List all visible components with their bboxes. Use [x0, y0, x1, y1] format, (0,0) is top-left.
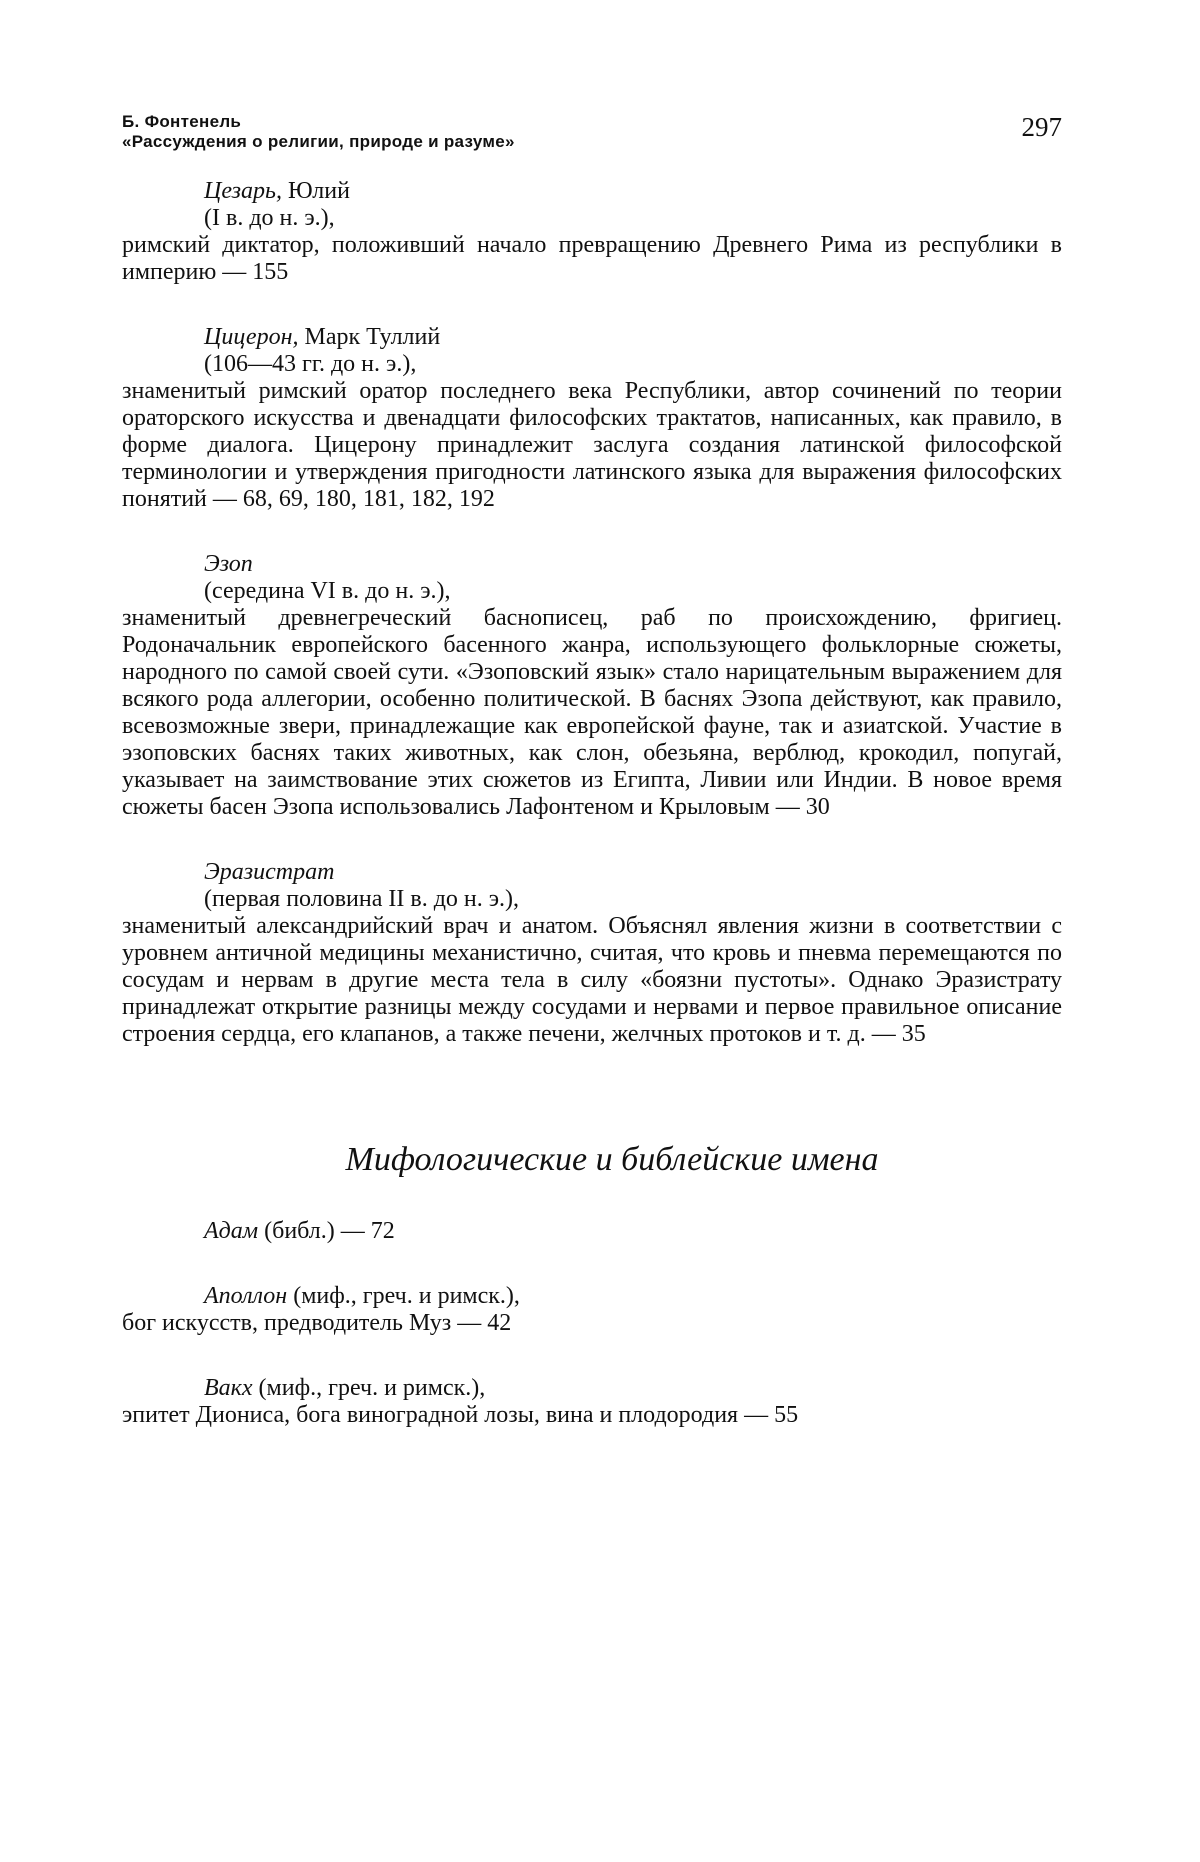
entry-name: Цезарь, — [204, 178, 282, 204]
myth-entry-description: бог искусств, предводитель Муз — 42 — [122, 1310, 512, 1336]
entry-description: знаменитый римский оратор последнего века Республики, автор сочинений по теории ораторского искусства и двенадцати философских трактатов, написанных, как правило, в форме диалога. Цицерону принадлежит заслуга создания латинской философской терминологии и утверждения пригодности латинского языка для выражения философских понятий — 68, 69, 180, 181, 182, 192 — [122, 378, 1062, 512]
section-title: Мифологические и библейские имена — [345, 1141, 879, 1178]
index-entry-cicero — [122, 324, 1062, 513]
myth-entry-name-line — [122, 1283, 1062, 1310]
running-head — [122, 112, 1062, 164]
myth-entry-apollo — [122, 1283, 1062, 1337]
entry-description: римский диктатор, положивший начало превращению Древнего Рима из республики в империю — 155 — [122, 232, 1062, 285]
entry-description: знаменитый древнегреческий баснописец, раб по происхождению, фригиец. Родоначальник европейского басенного жанра, использующего фольклорные сюжеты, народного по самой своей сути. «Эзоповский язык» стало нарицательным выражением для всякого рода аллегории, особенно политической. В баснях Эзопа действуют, как правило, всевозможные звери, принадлежащие как европейской фауне, так и азиатской. Участие в эзоповских баснях таких животных, как слон, обезьяна, верблюд, крокодил, попугай, указывает на заимствование этих сюжетов из Египта, Ливии или Индии. В новое время сюжеты басен Эзопа использовались Лафонтеном и Крыловым — 30 — [122, 605, 1062, 820]
entry-dates: (106—43 гг. до н. э.), — [204, 351, 417, 377]
myth-entry-bacchus — [122, 1375, 1062, 1429]
entry-dates: (I в. до н. э.), — [204, 205, 335, 231]
entry-name: Цицерон, — [204, 324, 299, 350]
entry-name: Эразистрат — [204, 859, 335, 885]
index-entry-caesar — [122, 178, 1062, 286]
myth-entry-adam — [122, 1218, 1062, 1245]
entry-description: знаменитый александрийский врач и анатом. Объяснял явления жизни в соответствии с уровнем античной медицины механистично, считая, что кровь и пневма перемещаются по сосудам и нервам в другие места тела в силу «боязни пустоты». Однако Эразистрату принадлежат открытие разницы между сосудами и нервами и первое правильное описание строения сердца, его клапанов, а также печени, желчных протоков и т. д. — 35 — [122, 913, 1062, 1047]
myth-entry-note: (миф., греч. и римск.), — [258, 1375, 486, 1401]
entry-name: Эзоп — [204, 551, 253, 577]
myth-entry-name: Аполлон — [204, 1283, 288, 1309]
myth-entry-name-line — [122, 1218, 1062, 1245]
entry-name-rest: Юлий — [287, 178, 350, 204]
myth-entry-note: (библ.) — 72 — [264, 1218, 395, 1244]
index-entry-erasistratus — [122, 859, 1062, 1048]
entry-name-line — [122, 551, 1062, 578]
entry-dates: (первая половина II в. до н. э.), — [204, 886, 520, 912]
book-page — [122, 112, 1062, 1429]
myth-entry-name-line — [122, 1375, 1062, 1402]
myth-entry-name: Адам — [204, 1218, 259, 1244]
entry-name-line — [122, 859, 1062, 886]
index-entry-aesop — [122, 551, 1062, 821]
entry-dates: (середина VI в. до н. э.), — [204, 578, 451, 604]
myth-entry-description: эпитет Диониса, бога виноградной лозы, вина и плодородия — 55 — [122, 1402, 799, 1428]
running-head-title: «Рассуждения о религии, природе и разуме» — [122, 132, 515, 151]
entry-name-line — [122, 324, 1062, 351]
running-head-author: Б. Фонтенель — [122, 112, 242, 131]
entry-name-rest: Марк Туллий — [304, 324, 441, 350]
entry-name-line — [122, 178, 1062, 205]
myth-entry-note: (миф., греч. и римск.), — [293, 1283, 520, 1309]
page-number: 297 — [1021, 112, 1062, 142]
myth-entry-name: Вакх — [204, 1375, 253, 1401]
